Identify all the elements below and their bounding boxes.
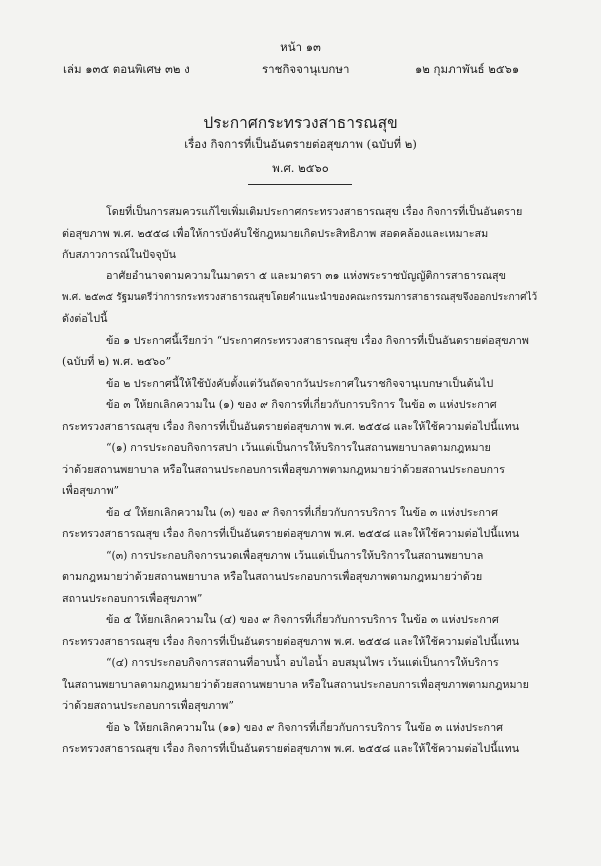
body-line: ข้อ ๖ ให้ยกเลิกความใน (๑๑) ของ ๙ กิจการที่เกี่ยวกับการบริการ ในข้อ ๓ แห่งประกาศ (106, 721, 503, 734)
body-line: ข้อ ๒ ประกาศนี้ให้ใช้บังคับตั้งแต่วันถัดจากวันประกาศในราชกิจจานุเบกษาเป็นต้นไป (106, 377, 494, 390)
body-line: กระทรวงสาธารณสุข เรื่อง กิจการที่เป็นอันตรายต่อสุขภาพ พ.ศ. ๒๕๕๘ และให้ใช้ความต่อไปนี้แทน (62, 420, 520, 433)
body-line: ว่าด้วยสถานพยาบาล หรือในสถานประกอบการเพื่อสุขภาพตามกฎหมายว่าด้วยสถานประกอบการ (62, 463, 505, 476)
body-line: ดังต่อไปนี้ (62, 312, 108, 325)
page-number: หน้า ๑๓ (280, 40, 321, 54)
subject-line: เรื่อง กิจการที่เป็นอันตรายต่อสุขภาพ (ฉบับที่ ๒) (184, 137, 417, 151)
body-line: ต่อสุขภาพ พ.ศ. ๒๕๕๘ เพื่อให้การบังคับใช้กฎหมายเกิดประสิทธิภาพ สอดคล้องและเหมาะสม (62, 227, 489, 240)
body-line: กระทรวงสาธารณสุข เรื่อง กิจการที่เป็นอันตรายต่อสุขภาพ พ.ศ. ๒๕๕๘ และให้ใช้ความต่อไปนี้แทน (62, 527, 520, 540)
body-line: โดยที่เป็นการสมควรแก้ไขเพิ่มเติมประกาศกระทรวงสาธารณสุข เรื่อง กิจการที่เป็นอันตราย (106, 205, 523, 218)
body-line: ข้อ ๑ ประกาศนี้เรียกว่า “ประกาศกระทรวงสาธารณสุข เรื่อง กิจการที่เป็นอันตรายต่อสุขภาพ (106, 334, 529, 347)
body-line: (ฉบับที่ ๒) พ.ศ. ๒๕๖๐” (62, 355, 172, 368)
body-line: “(๔) การประกอบกิจการสถานที่อาบน้ำ อบไอน้ำ อบสมุนไพร เว้นแต่เป็นการให้บริการ (106, 656, 499, 669)
body-line: “(๓) การประกอบกิจการนวดเพื่อสุขภาพ เว้นแต่เป็นการให้บริการในสถานพยาบาล (106, 549, 484, 562)
body-line: พ.ศ. ๒๕๓๕ รัฐมนตรีว่าการกระทรวงสาธารณสุขโดยคำแนะนำของคณะกรรมการสาธารณสุขจึงออกประกาศไว้ (62, 292, 538, 303)
issue-date: ๑๒ กุมภาพันธ์ ๒๕๖๑ (415, 62, 520, 76)
title-divider (248, 184, 352, 185)
body-line: กับสภาวการณ์ในปัจจุบัน (62, 248, 177, 261)
body-line: สถานประกอบการเพื่อสุขภาพ” (62, 592, 203, 605)
body-line: กระทรวงสาธารณสุข เรื่อง กิจการที่เป็นอันตรายต่อสุขภาพ พ.ศ. ๒๕๕๘ และให้ใช้ความต่อไปนี้แทน (62, 635, 520, 648)
body-line: อาศัยอำนาจตามความในมาตรา ๕ และมาตรา ๓๑ แห่งพระราชบัญญัติการสาธารณสุข (106, 269, 506, 282)
body-line: “(๑) การประกอบกิจการสปา เว้นแต่เป็นการให้บริการในสถานพยาบาลตามกฎหมาย (106, 441, 491, 454)
page-title: ประกาศกระทรวงสาธารณสุข (203, 114, 398, 132)
gazette-name: ราชกิจจานุเบกษา (262, 62, 350, 76)
body-line: ตามกฎหมายว่าด้วยสถานพยาบาล หรือในสถานประกอบการเพื่อสุขภาพตามกฎหมายว่าด้วย (62, 570, 483, 583)
body-line: ข้อ ๕ ให้ยกเลิกความใน (๔) ของ ๙ กิจการที่เกี่ยวกับการบริการ ในข้อ ๓ แห่งประกาศ (106, 613, 499, 626)
body-line: ข้อ ๓ ให้ยกเลิกความใน (๑) ของ ๙ กิจการที่เกี่ยวกับการบริการ ในข้อ ๓ แห่งประกาศ (106, 398, 497, 411)
body-line: เพื่อสุขภาพ” (62, 484, 120, 497)
body-line: ว่าด้วยสถานประกอบการเพื่อสุขภาพ” (62, 699, 234, 712)
body-line: ในสถานพยาบาลตามกฎหมายว่าด้วยสถานพยาบาล หรือในสถานประกอบการเพื่อสุขภาพตามกฎหมาย (62, 678, 529, 691)
body-line: กระทรวงสาธารณสุข เรื่อง กิจการที่เป็นอันตรายต่อสุขภาพ พ.ศ. ๒๕๕๘ และให้ใช้ความต่อไปนี้แทน (62, 742, 520, 755)
volume-info: เล่ม ๑๓๕ ตอนพิเศษ ๓๒ ง (63, 62, 190, 76)
year-line: พ.ศ. ๒๕๖๐ (272, 161, 329, 175)
body-line: ข้อ ๔ ให้ยกเลิกความใน (๓) ของ ๙ กิจการที่เกี่ยวกับการบริการ ในข้อ ๓ แห่งประกาศ (106, 506, 498, 519)
